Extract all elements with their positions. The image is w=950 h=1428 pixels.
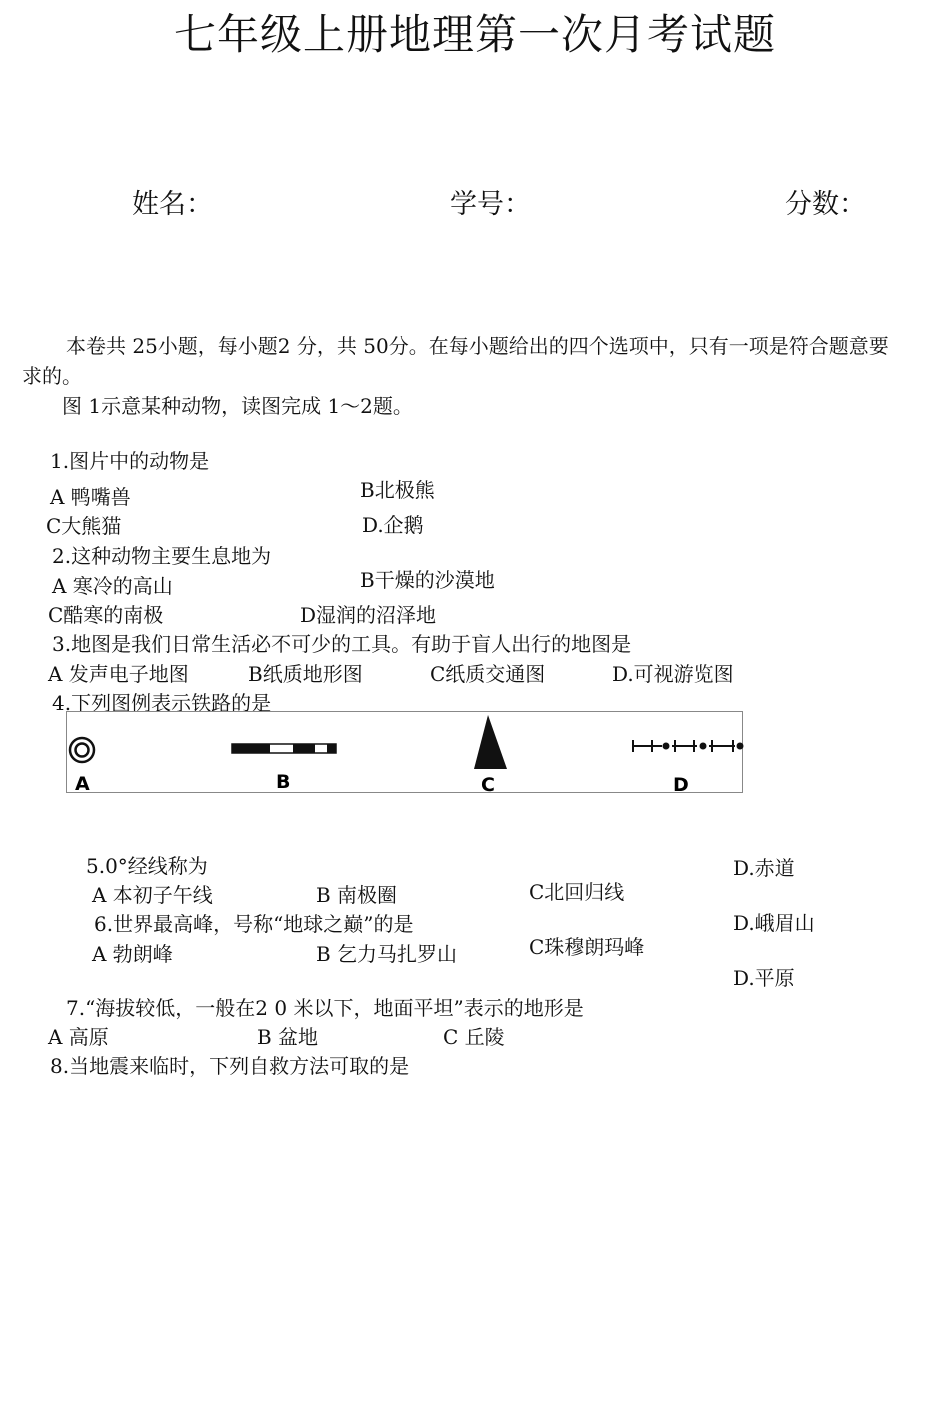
legend-symbols	[67, 712, 744, 794]
question-3-option-a: A 发声电子地图	[48, 662, 189, 686]
legend-label-a: A	[75, 773, 90, 794]
question-2-option-b: B干燥的沙漠地	[360, 568, 495, 592]
question-6-option-c: C珠穆朗玛峰	[529, 935, 645, 959]
question-3-stem: 3.地图是我们日常生活必不可少的工具。有助于盲人出行的地图是	[52, 632, 632, 656]
question-5-option-c: C北回归线	[529, 880, 625, 904]
legend-label-d: D	[673, 774, 689, 794]
map-legend-figure	[66, 711, 743, 793]
figure-note: 图 1示意某种动物，读图完成 1～2题。	[62, 394, 413, 418]
question-6-option-a: A 勃朗峰	[92, 942, 173, 966]
instructions-line-2: 求的。	[22, 364, 82, 388]
question-2-stem: 2.这种动物主要生息地为	[52, 544, 272, 568]
question-7-option-d: D.平原	[733, 966, 795, 990]
question-3-option-c: C纸质交通图	[430, 662, 546, 686]
question-5-option-b: B 南极圈	[316, 883, 398, 907]
question-3-option-b: B纸质地形图	[248, 662, 363, 686]
question-5-option-d: D.赤道	[733, 856, 795, 880]
page-title: 七年级上册地理第一次月考试题	[173, 10, 776, 59]
instructions-line-1: 本卷共 25小题，每小题2 分，共 50分。在每小题给出的四个选项中，只有一项是符合题意要	[66, 334, 889, 358]
question-8-stem: 8.当地震来临时，下列自救方法可取的是	[50, 1054, 410, 1078]
question-4-stem: 4.下列图例表示铁路的是	[52, 691, 272, 715]
question-5-option-a: A 本初子午线	[92, 883, 213, 907]
question-5-stem: 5.0°经线称为	[86, 854, 208, 878]
question-7-option-b: B 盆地	[257, 1025, 319, 1049]
question-2-option-d: D湿润的沼泽地	[300, 603, 437, 627]
legend-symbol-c-peak-icon	[474, 715, 507, 769]
question-6-option-b: B 乞力马扎罗山	[316, 942, 458, 966]
legend-label-b: B	[276, 771, 291, 793]
student-no-field-label: 学号：	[450, 189, 531, 220]
question-1-option-b: B北极熊	[360, 478, 435, 502]
question-2-option-c: C酷寒的南极	[48, 603, 164, 627]
question-1-option-c: C大熊猫	[46, 514, 122, 538]
question-7-stem: 7.“海拔较低，一般在2 0 米以下，地面平坦”表示的地形是	[66, 996, 584, 1020]
legend-symbol-d-boundary-icon	[633, 740, 743, 752]
name-field-label: 姓名：	[132, 189, 213, 220]
question-1-option-d: D.企鹅	[362, 513, 424, 537]
legend-label-c: C	[481, 774, 495, 794]
question-6-option-d: D.峨眉山	[733, 911, 815, 935]
question-6-stem: 6.世界最高峰，号称“地球之巅”的是	[94, 912, 414, 936]
legend-symbol-a-capital-icon	[70, 738, 94, 762]
legend-symbol-b-railway-icon	[232, 744, 336, 753]
question-7-option-a: A 高原	[48, 1025, 109, 1049]
question-3-option-d: D.可视游览图	[612, 662, 734, 686]
question-1-option-a: A 鸭嘴兽	[50, 485, 131, 509]
question-7-option-c: C 丘陵	[443, 1025, 505, 1049]
question-1-stem: 1.图片中的动物是	[50, 449, 210, 473]
score-field-label: 分数：	[785, 189, 866, 220]
question-2-option-a: A 寒冷的高山	[52, 574, 173, 598]
